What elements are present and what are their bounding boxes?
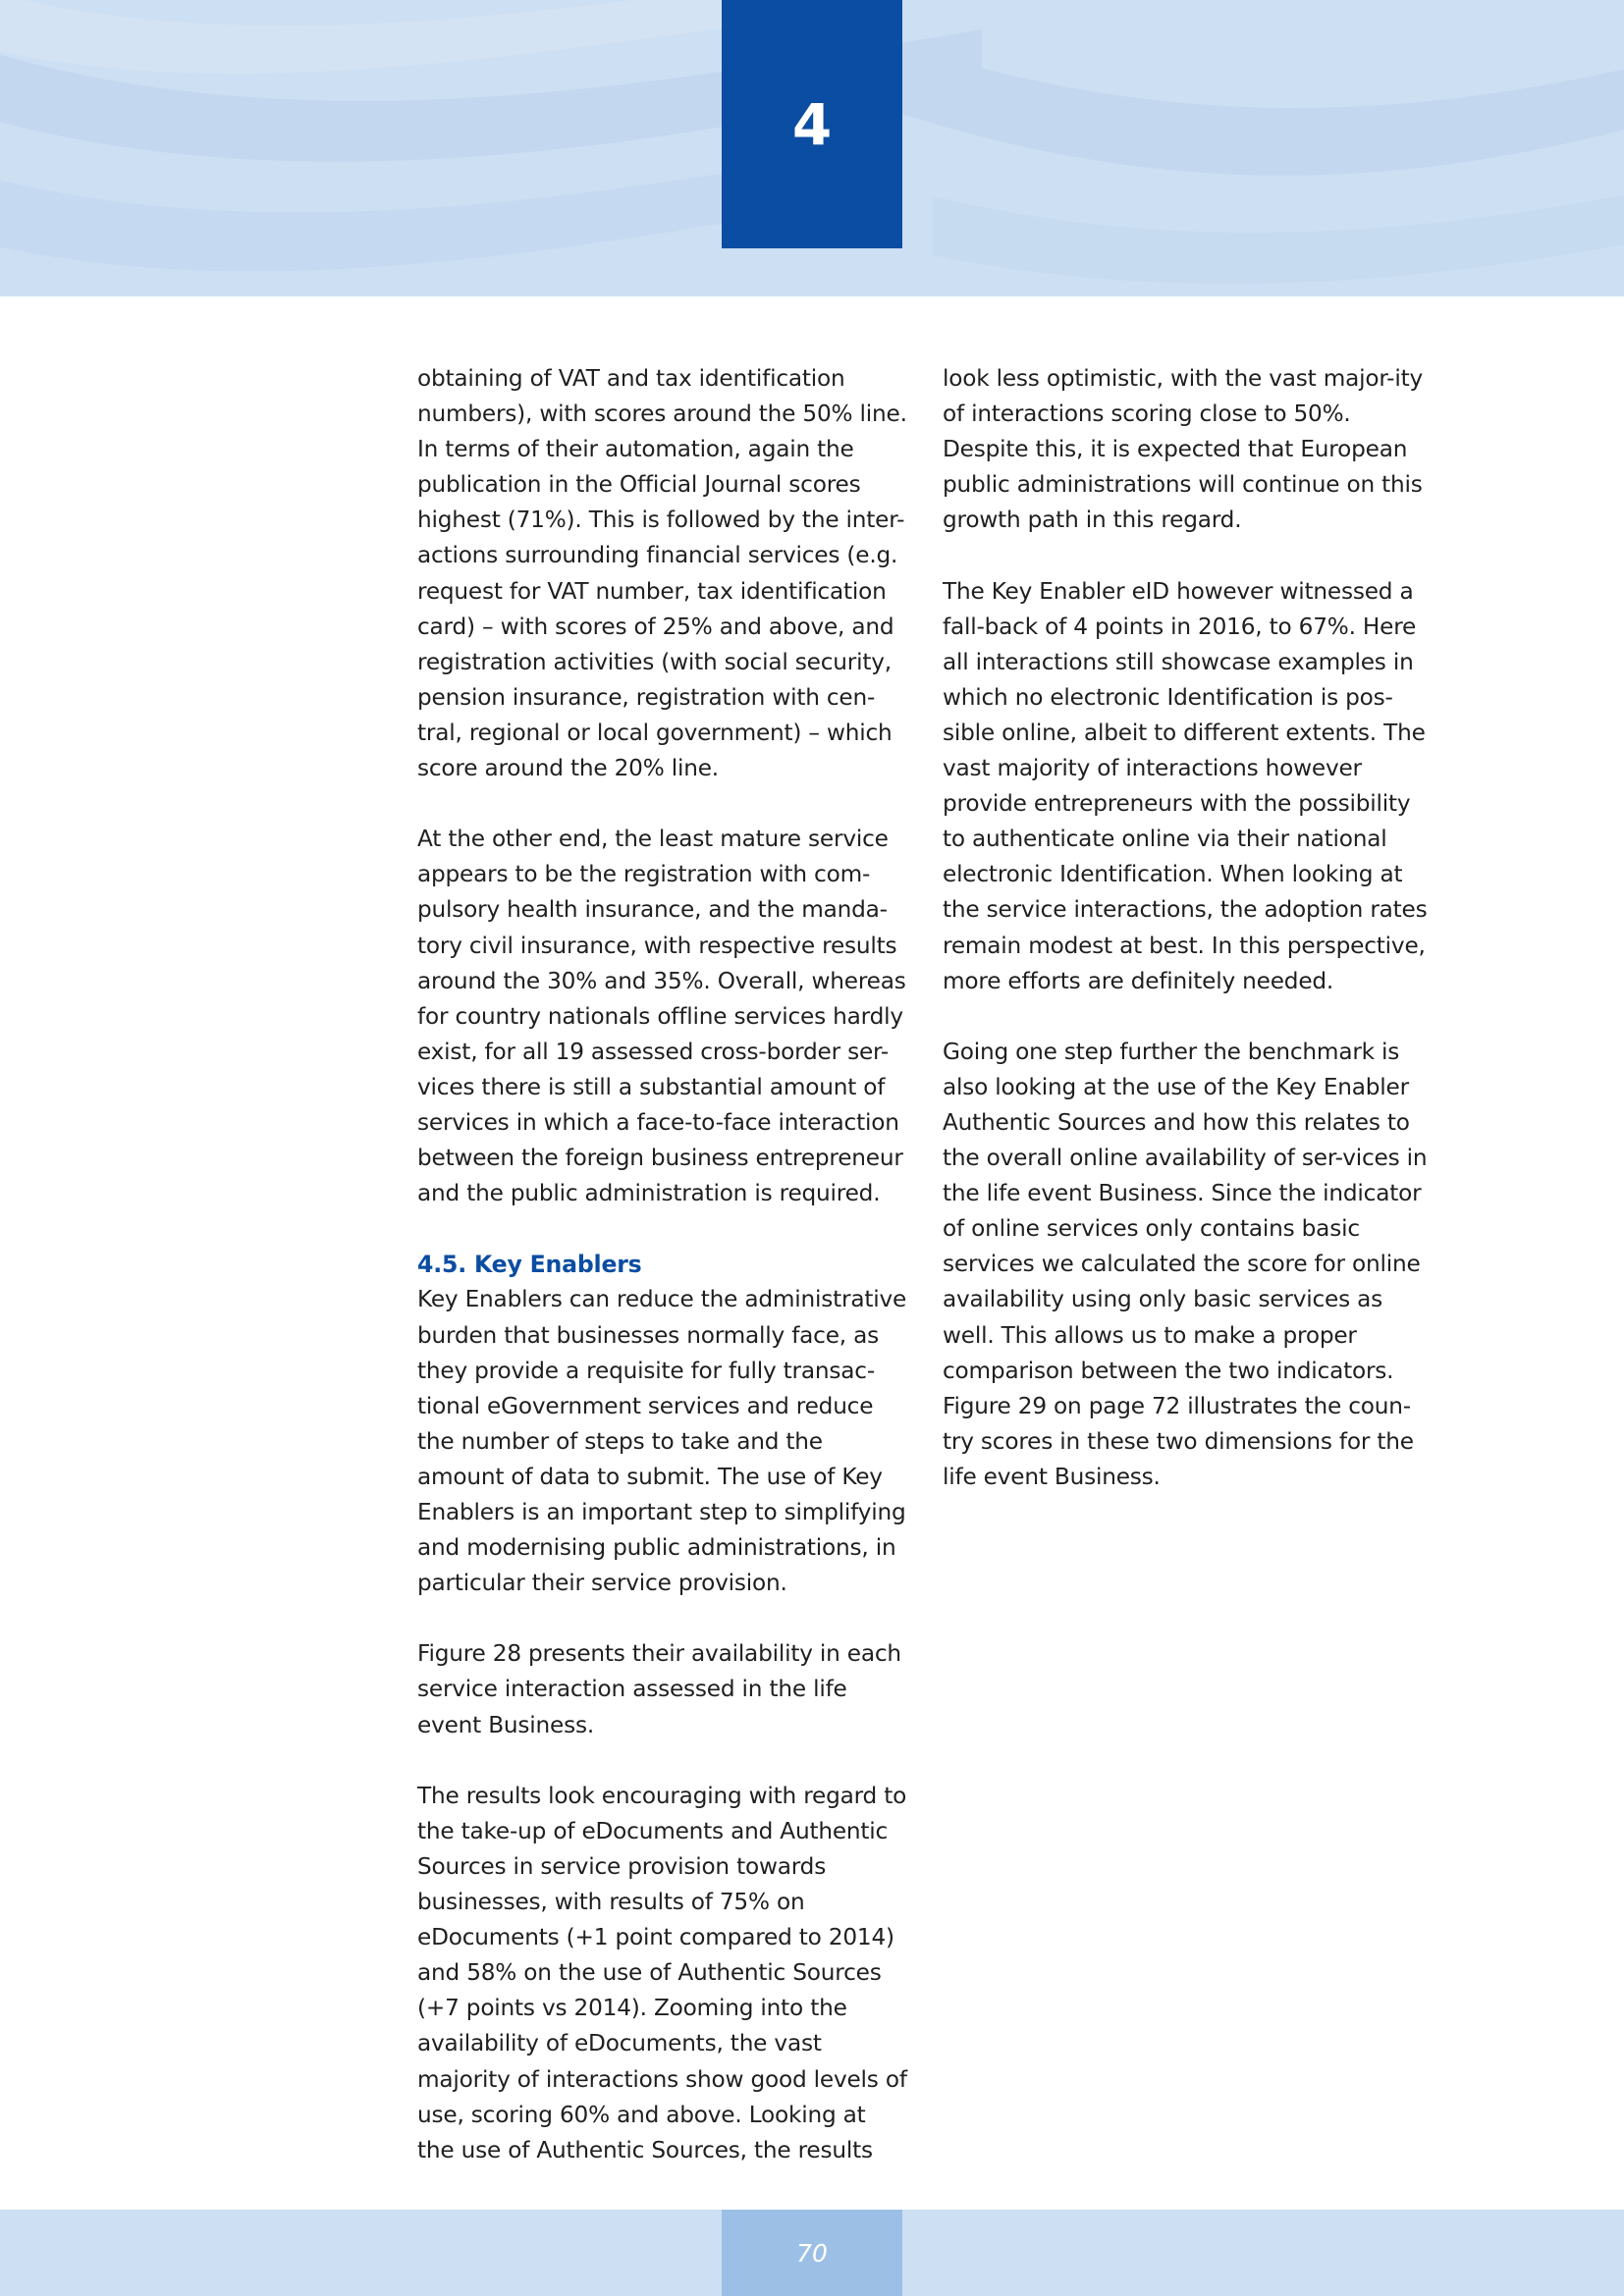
paragraph: Figure 28 presents their availability in each service interaction assessed in the life event Business. bbox=[417, 1640, 901, 1738]
paragraph: The results look encouraging with regard to the take-up of eDocuments and Authentic Sources in service provision towards businesses, with results of 75% on eDocuments (+1 point compared to 2014) and 58% on the use of Authentic Sources (+7 points vs 2014). Zooming into the availability of eDocuments, the vast majority of interactions show good levels of use, scoring 60% and above. Looking at the use of Authentic Sources, the results bbox=[417, 1782, 907, 2163]
paragraph: obtaining of VAT and tax identification numbers), with scores around the 50% line. In terms of their automation, again the publication in the Official Journal scores highest (71%). This is followed by the inter-actions surrounding financial services (e.g. request for VAT number, tax identification card) – with scores of 25% and above, and registration activities (with social security, pension insurance, registration with cen-tral, regional or local government) – which score around the 20% line. bbox=[417, 365, 907, 782]
paragraph: Going one step further the benchmark is also looking at the use of the Key Enabler Authentic Sources and how this relates to the overall online availability of ser-vices in the life event Business. Since the indicator of online services only contains basic services we calculated the score for online availability using only basic services as well. This allows us to make a proper comparison between the two indicators. Figure 29 on page 72 illustrates the coun-try scores in these two dimensions for the life event Business. bbox=[943, 1038, 1428, 1490]
right-column bbox=[943, 361, 1434, 1495]
paragraph: look less optimistic, with the vast major-ity of interactions scoring close to 50%. Despite this, it is expected that European public administrations will continue on this growth path in this regard. bbox=[943, 365, 1423, 534]
paragraph: At the other end, the least mature service appears to be the registration with com-pulsory health insurance, and the manda-tory civil insurance, with respective results around the 30% and 35%. Overall, whereas for country nationals offline services hardly exist, for all 19 assessed cross-border ser-vices there is still a substantial amount of services in which a face-to-face interaction between the foreign business entrepreneur and the public administration is required. bbox=[417, 826, 906, 1207]
chapter-number: 4 bbox=[722, 0, 902, 248]
page-number: 70 bbox=[722, 2210, 902, 2296]
section-heading: 4.5. Key Enablers bbox=[417, 1251, 642, 1279]
paragraph: Key Enablers can reduce the administrative burden that businesses normally face, as they provide a requisite for fully transac-tional eGovernment services and reduce the number of steps to take and the amount of data to submit. The use of Key Enablers is an important step to simplifying and modernising public administrations, in particular their service provision. bbox=[417, 1286, 907, 1597]
paragraph: The Key Enabler eID however witnessed a fall-back of 4 points in 2016, to 67%. Here all interactions still showcase examples in which no electronic Identification is pos-sible online, albeit to different extents. The vast majority of interactions however provide entrepreneurs with the possibility to authenticate online via their national electronic Identification. When looking at the service interactions, the adoption rates remain modest at best. In this perspective, more efforts are definitely needed. bbox=[943, 577, 1428, 994]
left-column bbox=[417, 361, 908, 2168]
